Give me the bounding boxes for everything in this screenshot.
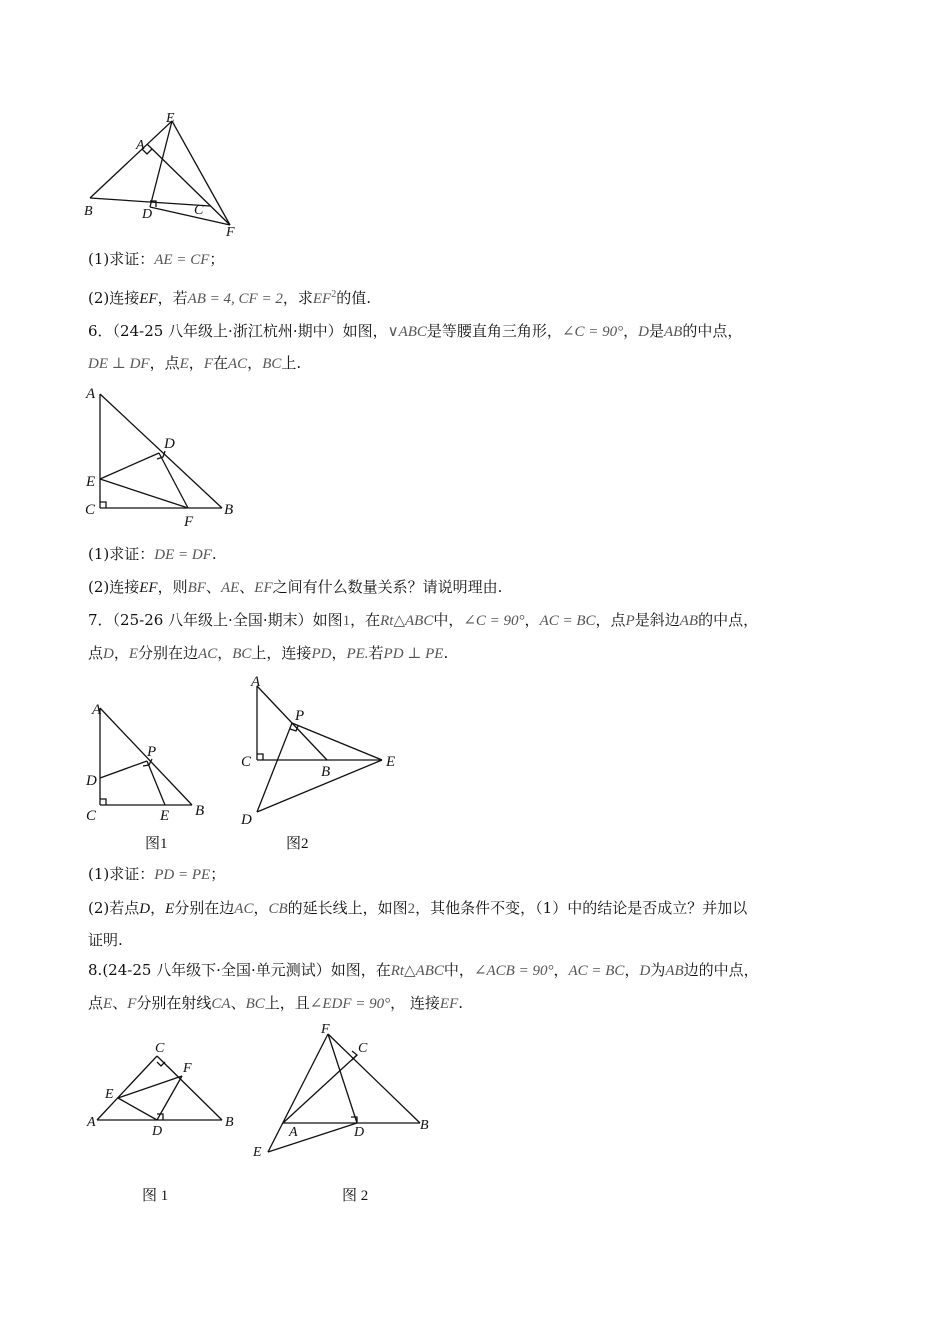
p6-part2-bf: BF — [187, 580, 206, 596]
fig7a-label-b: B — [195, 803, 205, 819]
p8-t3: ， — [624, 961, 640, 979]
p6-tri: ∨ABC — [387, 324, 427, 340]
p6-perp: DE ⊥ DF — [88, 356, 150, 372]
fig8b-label-e: E — [253, 1145, 262, 1160]
p8-ef: EF — [439, 996, 459, 1012]
problem8-statement-line2 — [88, 992, 463, 1015]
p7-part2-f: ，其他条件不变，（1）中的结论是否成立？并加以 — [415, 899, 748, 917]
p7-l2a: 点 — [88, 644, 104, 662]
fig6-label-b: B — [224, 502, 234, 518]
p7-part2-cont: 证明. — [88, 931, 123, 949]
p6-t6: ， — [188, 354, 204, 372]
p7-pe: PE. — [346, 646, 369, 662]
fig5-label-e: E — [166, 111, 175, 126]
p6-t4: 的中点， — [682, 322, 743, 340]
fig7b-label-a: A — [251, 674, 261, 690]
p6-angle: ∠C = 90° — [561, 324, 624, 340]
p6-t3: 是 — [649, 322, 665, 340]
p5-part2-d: 的值. — [336, 289, 371, 307]
p7-t5: 是斜边 — [634, 611, 680, 629]
fig7a-label-a: A — [92, 702, 102, 718]
p6-d: D — [638, 324, 649, 340]
p8-f: F — [127, 996, 137, 1012]
p6-part1-prefix: (1)求证： — [88, 545, 155, 563]
p7-part1-prefix: (1)求证： — [88, 865, 155, 883]
fig7b-label-b: B — [321, 764, 331, 780]
p7-part2-e: E — [165, 901, 175, 917]
p8-angle: ∠ACB = 90° — [473, 963, 554, 979]
p6-t5: ，点 — [149, 354, 180, 372]
p7-p: P — [625, 613, 635, 629]
problem7-part1 — [88, 863, 225, 886]
p6-num: 6． — [88, 322, 113, 340]
p7-l2c: 分别在边 — [138, 644, 199, 662]
p7-part2-d: D — [139, 901, 151, 917]
p7-fig1-caption: 图1 — [145, 836, 168, 852]
p6-t8: ， — [247, 354, 263, 372]
p7-part2-e2: 的延长线上，如图 — [287, 899, 408, 917]
fig7a-label-d: D — [86, 773, 97, 789]
fig6-label-f: F — [184, 514, 194, 530]
p8-ab: AB — [665, 963, 684, 979]
fig8b-label-b: B — [420, 1118, 429, 1133]
p7-t1: ，在 — [350, 611, 381, 629]
problem6-part1 — [88, 543, 217, 566]
p7-part2-a: (2)若点 — [88, 899, 140, 917]
p8-eq: AC = BC — [568, 963, 625, 979]
p8-l2a: 点 — [88, 994, 104, 1012]
fig8b-label-a: A — [289, 1125, 298, 1140]
p7-e: E — [128, 646, 139, 662]
p6-part2-ae: AE — [220, 580, 240, 596]
p5-part1-prefix: (1)求证： — [88, 250, 155, 268]
p7-part2-b: ， — [150, 899, 166, 917]
fig5-label-c: C — [194, 203, 204, 218]
fig7a-label-c: C — [86, 808, 97, 824]
p7-l2f: ， — [331, 644, 347, 662]
fig8b-label-f: F — [321, 1022, 330, 1037]
figure-problem8-fig1 — [85, 1040, 245, 1140]
fig8b-label-c: C — [358, 1041, 368, 1056]
p8-t2: ， — [553, 961, 569, 979]
fig7b-label-e: E — [386, 754, 396, 770]
p7-angle: ∠C = 90° — [463, 613, 525, 629]
p6-f: F — [203, 356, 213, 372]
p7-eq: AC = BC — [539, 613, 596, 629]
p8-l2g: . — [458, 994, 464, 1012]
p6-part2-sep2: 、 — [239, 578, 255, 596]
p5-part1-suffix: ； — [209, 250, 225, 268]
p6-t7: 在 — [212, 354, 228, 372]
p7-t2: 中， — [433, 611, 464, 629]
p5-part2-a: (2)连接 — [88, 289, 140, 307]
figure-problem6 — [80, 382, 250, 532]
p6-t2: ， — [623, 322, 639, 340]
p7-fig1num: 1 — [342, 613, 351, 629]
p8-l2f: ， 连接 — [390, 994, 440, 1012]
fig8a-label-f: F — [183, 1061, 192, 1076]
fig8a-label-b: B — [225, 1115, 234, 1130]
problem7-statement-line1 — [88, 609, 758, 632]
p6-part1-math: DE = DF — [154, 547, 212, 563]
p6-ab: AB — [664, 324, 683, 340]
p7-t3: ， — [524, 611, 540, 629]
p7-source: （25-26 八年级上·全国·期末）如图 — [112, 611, 343, 629]
p6-e: E — [179, 356, 189, 372]
fig6-label-e: E — [86, 474, 96, 490]
p5-part2-sup: 2 — [331, 289, 337, 300]
p6-part2-c: 之间有什么数量关系？请说明理由. — [272, 578, 503, 596]
p7-l2g: 若 — [368, 644, 384, 662]
p7-pd: PD — [311, 646, 332, 662]
p8-ca: CA — [211, 996, 231, 1012]
fig5-label-a: A — [136, 138, 145, 153]
p8-t1: 中， — [443, 961, 474, 979]
fig5-label-f: F — [226, 225, 235, 240]
problem5-part2 — [88, 284, 371, 310]
p7-l2d: ， — [217, 644, 233, 662]
p5-part2-ef: EF — [139, 291, 158, 307]
p7-fig2-caption: 图2 — [286, 836, 309, 852]
p8-fig2-caption: 图 2 — [342, 1188, 369, 1204]
p8-rt: Rt△ABC — [390, 963, 444, 979]
p7-part1-suffix: ； — [210, 865, 226, 883]
p7-t6: 的中点， — [698, 611, 759, 629]
p6-part2-a: (2)连接 — [88, 578, 140, 596]
p7-d: D — [103, 646, 114, 662]
p8-source: (24-25 八年级下·全国·单元测试）如图，在 — [102, 961, 391, 979]
p8-l2c: 分别在射线 — [136, 994, 212, 1012]
p6-t9: 上. — [281, 354, 302, 372]
p6-t1: 是等腰直角三角形， — [426, 322, 562, 340]
p7-ab: AB — [679, 613, 699, 629]
p8-l2e: 上，且 — [264, 994, 310, 1012]
p8-e: E — [103, 996, 113, 1012]
fig6-label-a: A — [86, 386, 96, 402]
p8-fig1-caption: 图 1 — [142, 1188, 169, 1204]
fig8a-label-a: A — [87, 1115, 96, 1130]
fig6-label-c: C — [85, 502, 96, 518]
fig8a-label-e: E — [105, 1087, 114, 1102]
problem6-statement-line1 — [88, 320, 742, 343]
fig7a-label-p: P — [147, 744, 157, 760]
problem7-statement-line2 — [88, 642, 448, 665]
p6-part2-ef3: EF — [254, 580, 273, 596]
p6-part1-suffix: . — [211, 545, 217, 563]
fig7b-label-d: D — [241, 812, 252, 828]
p6-bc: BC — [262, 356, 282, 372]
p7-part2-fig: 2 — [407, 901, 416, 917]
p7-part2-c: 分别在边 — [174, 899, 235, 917]
problem6-part2 — [88, 576, 502, 599]
p8-l2d: 、 — [230, 994, 246, 1012]
p6-ac: AC — [228, 356, 248, 372]
p5-part2-math: AB = 4, CF = 2 — [187, 291, 283, 307]
problem7-part2 — [88, 897, 747, 920]
p7-l2b: ， — [113, 644, 129, 662]
fig5-label-d: D — [142, 207, 153, 222]
problem7-part2-cont — [88, 929, 123, 951]
p7-l2e: 上，连接 — [251, 644, 312, 662]
problem6-statement-line2 — [88, 352, 301, 375]
fig8a-label-d: D — [152, 1124, 163, 1139]
p8-t4: 为 — [650, 961, 666, 979]
p7-perp: PD ⊥ PE — [383, 646, 444, 662]
p8-num: 8. — [88, 961, 103, 979]
p8-angle2: ∠EDF = 90° — [309, 996, 391, 1012]
fig7b-label-c: C — [241, 754, 252, 770]
p7-part2-dd: ， — [253, 899, 269, 917]
p7-ac: AC — [198, 646, 218, 662]
fig7a-label-e: E — [160, 808, 170, 824]
p5-part1-math: AE = CF — [154, 252, 210, 268]
p7-t4: ，点 — [595, 611, 626, 629]
p7-rt: Rt△ABC — [380, 613, 434, 629]
fig7b-label-p: P — [295, 708, 305, 724]
p5-part2-c: ，求 — [282, 289, 313, 307]
p7-part2-ac: AC — [234, 901, 254, 917]
p8-t5: 边的中点， — [683, 961, 759, 979]
p5-part2-b: ，若 — [157, 289, 188, 307]
fig5-label-b: B — [84, 204, 93, 219]
p8-d: D — [639, 963, 651, 979]
fig8b-label-d: D — [354, 1125, 365, 1140]
fig8a-label-c: C — [155, 1041, 165, 1056]
figure-problem5 — [80, 110, 260, 240]
figure-problem7-fig1 — [80, 698, 220, 838]
problem8-statement-line1 — [88, 959, 759, 982]
p7-num: 7． — [88, 611, 113, 629]
figure-problem7-fig2 — [235, 670, 415, 835]
p7-part2-cb: CB — [268, 901, 288, 917]
p6-source: （24-25 八年级上·浙江杭州·期中）如图， — [112, 322, 388, 340]
p7-l2h: . — [443, 644, 449, 662]
p6-part2-ef: EF — [139, 580, 158, 596]
p7-bc: BC — [232, 646, 252, 662]
p7-part1-math: PD = PE — [154, 867, 211, 883]
p6-part2-b: ，则 — [157, 578, 188, 596]
figure-problem8-fig2 — [245, 1020, 445, 1160]
p5-part2-ef2: EF — [312, 291, 332, 307]
p6-part2-sep1: 、 — [205, 578, 221, 596]
p8-l2b: 、 — [112, 994, 128, 1012]
p8-bc: BC — [245, 996, 265, 1012]
fig6-label-d: D — [164, 436, 175, 452]
problem5-part1 — [88, 248, 224, 271]
